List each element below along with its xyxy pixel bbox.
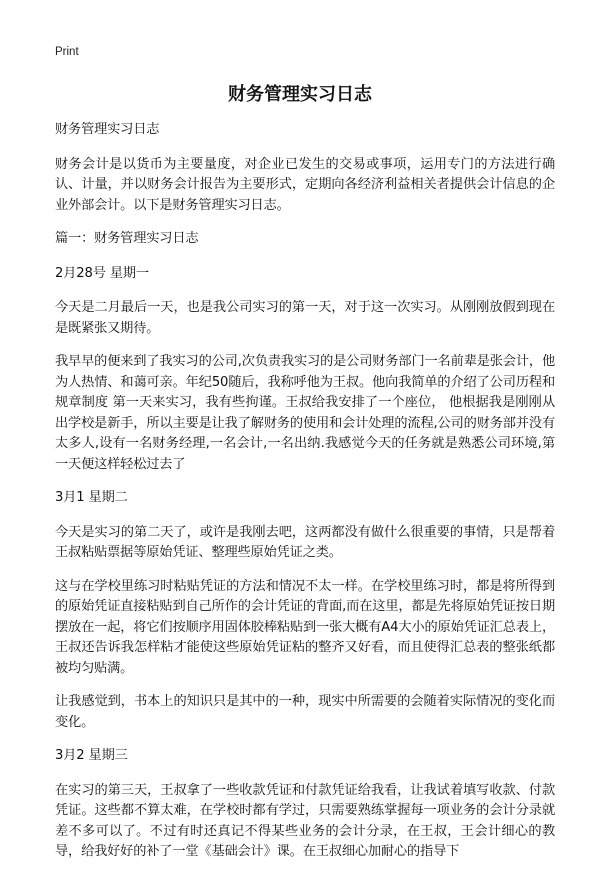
paragraph: 我早早的便来到了我实习的公司,次负责我实习的是公司财务部门一名前辈是张会计，他为人热情、和蔼可亲。年纪50随后，我称呼他为王叔。他向我简单的介绍了公司历程和规章制度 第一天来实习，我有些拘谨。王叔给我安排了一个座位， 他根据我是刚刚从出学校是新手，所以主要是让我了解财务的使用和会计处理的流程,公司的财务部并没有太多人,设有一名财务经理,一名会计,一名出纳.我感觉今天的任务就是熟悉公司环境,第一天便这样轻松过去了: [55, 354, 555, 472]
paragraph: 今天是二月最后一天，也是我公司实习的第一天，对于这一次实习。从刚刚放假到现在是既紧张又期待。: [55, 300, 555, 336]
paragraph-subtitle: 财务管理实习日志: [55, 122, 160, 137]
date-heading: 3月1 星期二: [55, 490, 128, 505]
document-title: 财务管理实习日志: [228, 84, 372, 105]
date-heading: 3月2 星期三: [55, 748, 128, 763]
paragraph-intro: 财务会计是以货币为主要量度，对企业已发生的交易或事项，运用专门的方法进行确认、计量，并以财务会计报告为主要形式，定期向各经济利益相关者提供会计信息的企业外部会计。以下是财务管理实习日志。: [55, 156, 555, 213]
paragraph: 让我感觉到，书本上的知识只是其中的一种，现实中所需要的会随着实际情况的变化而变化。: [55, 694, 555, 730]
paragraph: 在实习的第三天，王叔拿了一些收款凭证和付款凭证给我看，让我试着填写收款、付款凭证。这些都不算太难，在学校时都有学过，只需要熟练掌握每一项业务的会计分录就差不多可以了。不过有时还真记不得某些业务的会计分录，在王叔，王会计细心的教导，给我好好的补了一堂《基础会计》课。在王叔细心加耐心的指导下: [55, 782, 555, 859]
paragraph: 今天是实习的第二天了，或许是我刚去吧，这两都没有做什么很重要的事情，只是帮着王叔粘贴票据等原始凭证、整理些原始凭证之类。: [55, 524, 555, 560]
date-heading: 2月28号 星期一: [55, 265, 149, 281]
print-link[interactable]: Print: [55, 46, 79, 58]
section-heading: 篇一：财务管理实习日志: [55, 231, 199, 246]
document-body: [55, 120, 555, 876]
paragraph: 这与在学校里练习时粘贴凭证的方法和情况不太一样。在学校里练习时，都是将所得到的原始凭证直接粘贴到自己所作的会计凭证的背面,而在这里，都是先将原始凭证按日期摆放在一起，将它们按顺序用固体胶棒粘贴到一张大概有A4大小的原始凭证汇总表上，王叔还告诉我怎样粘才能使这些原始凭证粘的整齐又好看，而且使得汇总表的整张纸都被均匀贴满。: [55, 578, 555, 676]
